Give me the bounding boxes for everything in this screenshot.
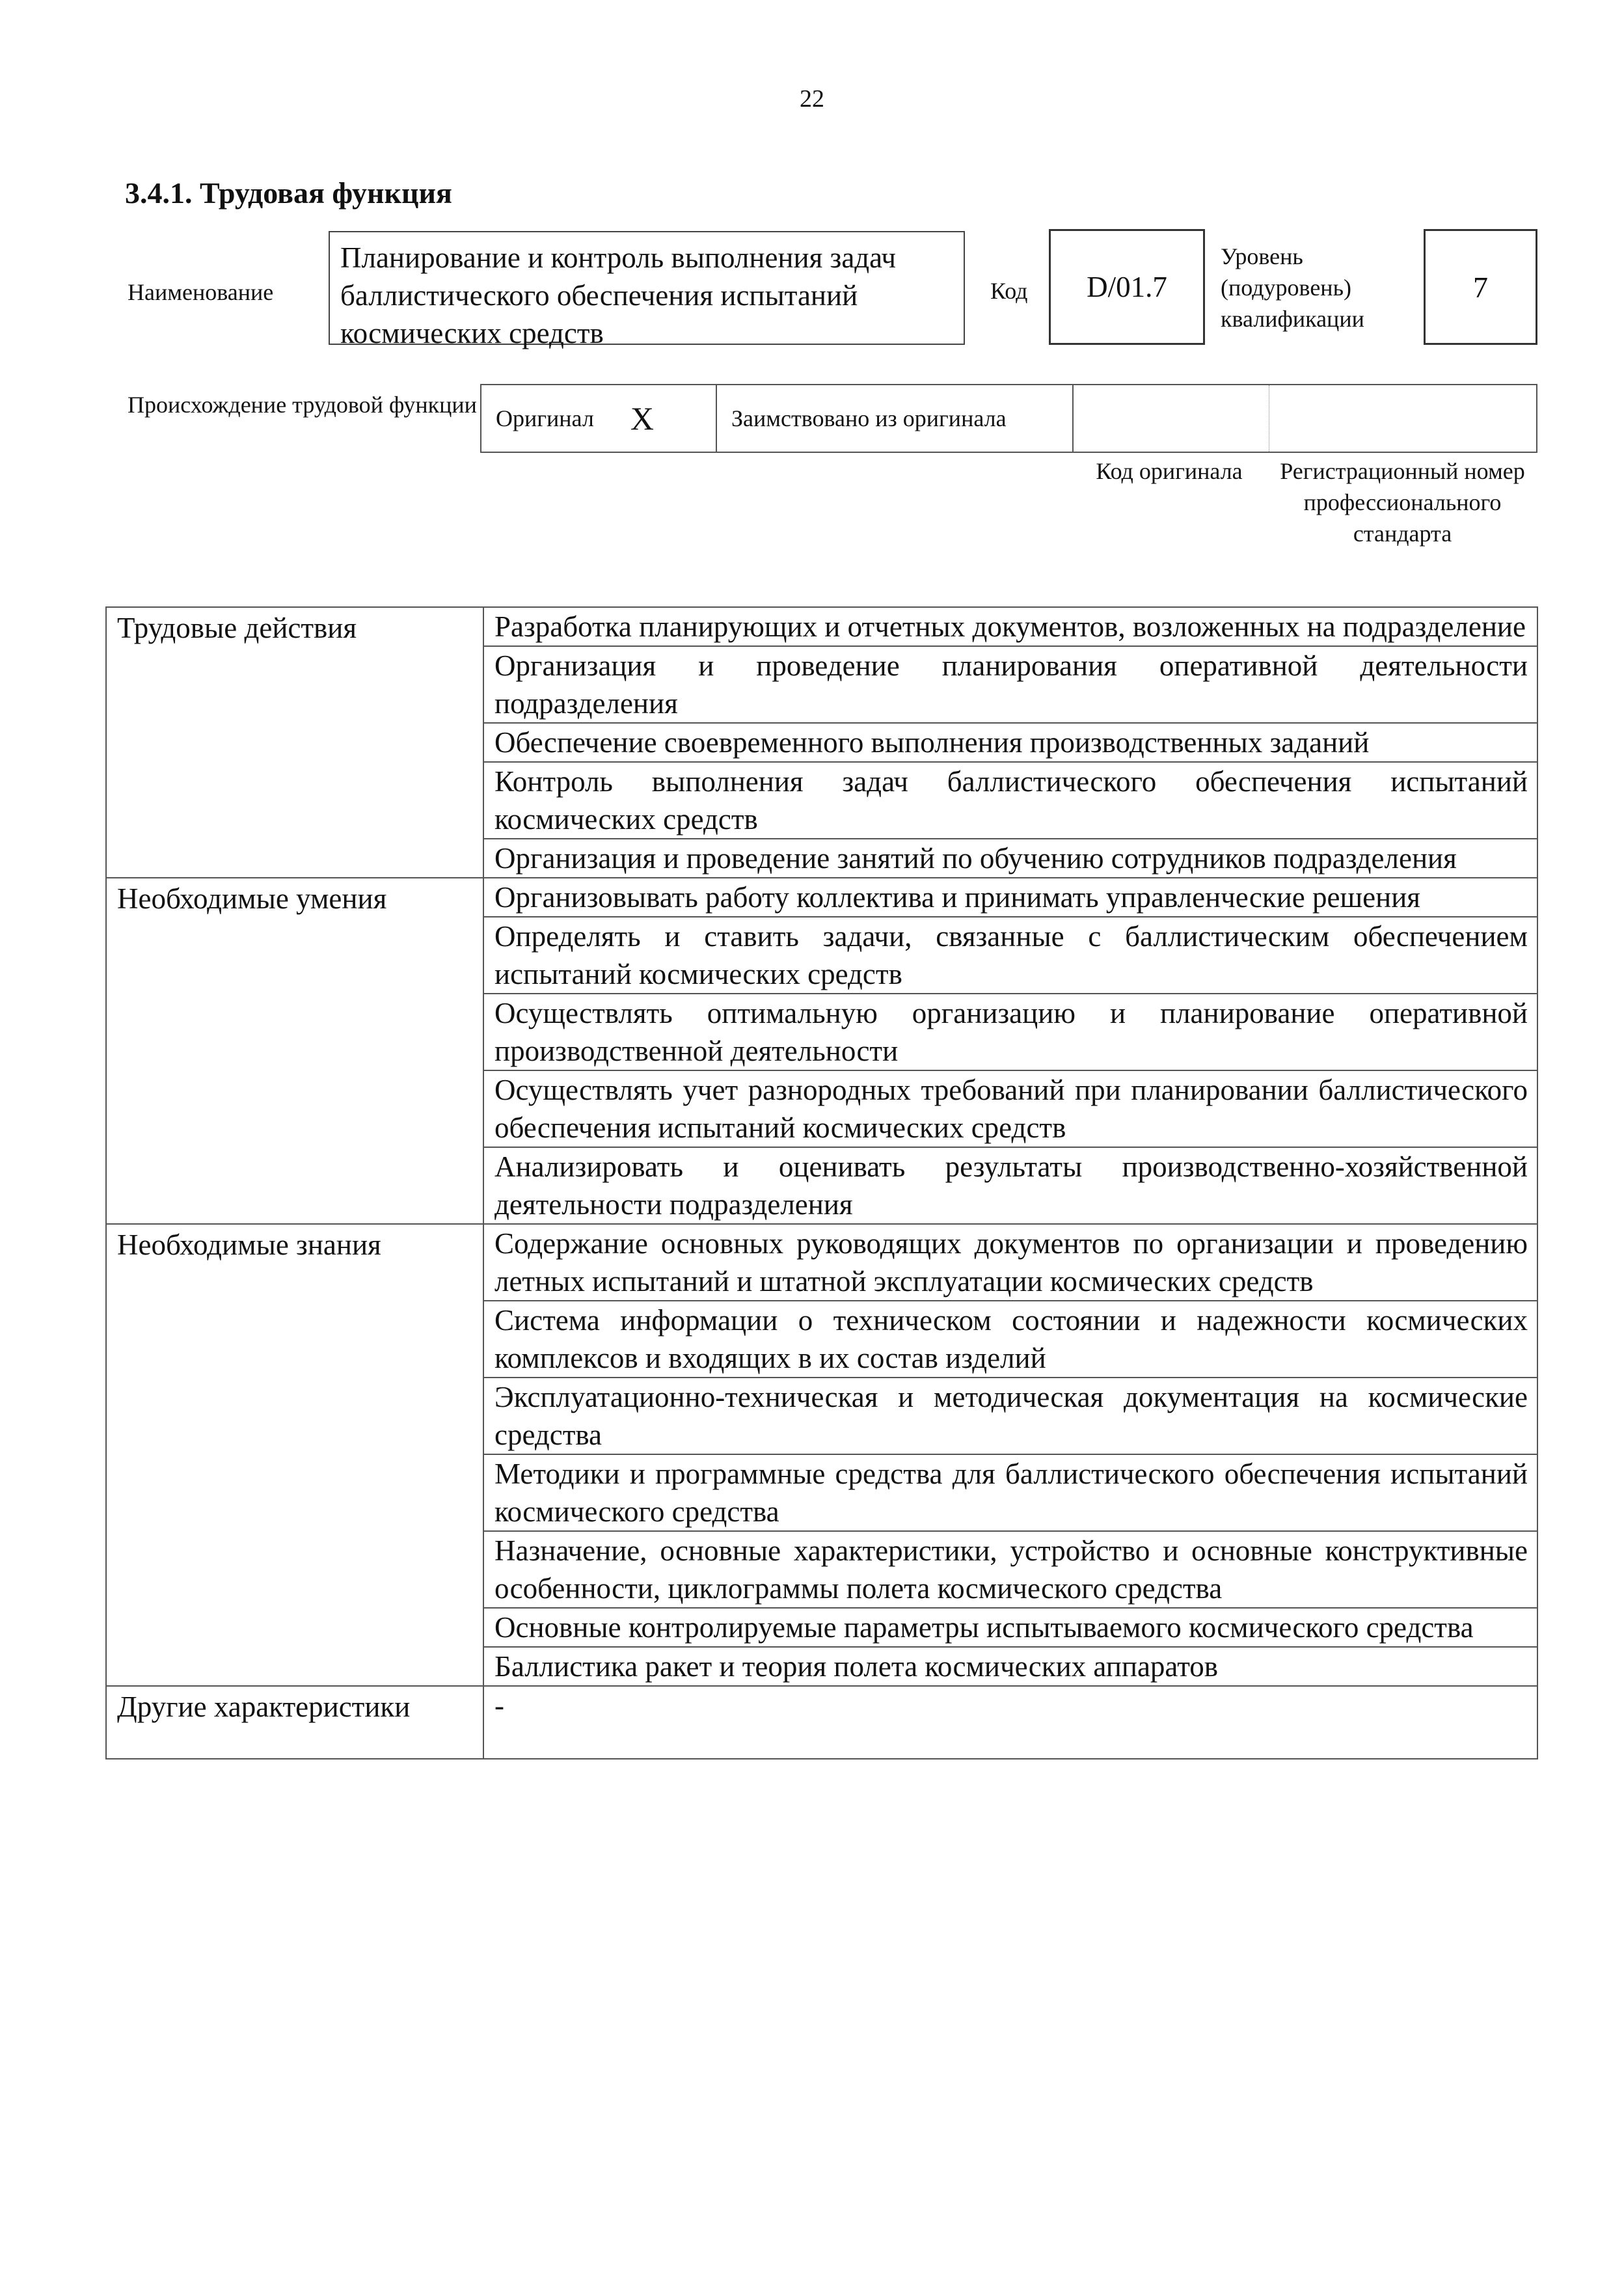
item-cell: Организовывать работу коллектива и принимать управленческие решения	[483, 878, 1537, 917]
item-cell: Баллистика ракет и теория полета космических аппаратов	[483, 1647, 1537, 1686]
category-cell: Трудовые действия	[106, 607, 483, 878]
level-value: 7	[1473, 270, 1488, 304]
origin-row	[480, 384, 1537, 453]
borrowed-label: Заимствовано из оригинала	[731, 405, 1007, 431]
competency-table-body	[106, 607, 1537, 1759]
item-cell: Организация и проведение занятий по обучению сотрудников подразделения	[483, 839, 1537, 878]
origin-original-cell	[481, 385, 716, 452]
item-cell: Определять и ставить задачи, связанные с баллистическим обеспечением испытаний космических средств	[483, 917, 1537, 994]
item-cell: Эксплуатационно-техническая и методическая документация на космические средства	[483, 1378, 1537, 1454]
code-box	[1049, 229, 1205, 345]
origin-code-cell	[1072, 385, 1269, 452]
level-label: Уровень (подуровень) квалификации	[1221, 243, 1364, 332]
item-cell: Организация и проведение планирования оперативной деятельности подразделения	[483, 646, 1537, 723]
code-caption: Код оригинала	[1096, 458, 1243, 484]
item-cell: Обеспечение своевременного выполнения производственных заданий	[483, 723, 1537, 762]
other-value-cell: -	[483, 1686, 1537, 1759]
code-label: Код	[990, 278, 1028, 304]
item-cell: Назначение, основные характеристики, устройство и основные конструктивные особенности, циклограммы полета космического средства	[483, 1531, 1537, 1608]
competency-table	[105, 606, 1538, 1759]
origin-borrowed-cell	[716, 385, 1072, 452]
table-row	[106, 1224, 1537, 1301]
original-label: Оригинал	[496, 405, 594, 431]
section-title: 3.4.1. Трудовая функция	[125, 176, 452, 210]
page-number: 22	[800, 85, 824, 113]
item-cell: Анализировать и оценивать результаты производственно-хозяйственной деятельности подразделения	[483, 1147, 1537, 1224]
item-cell: Основные контролируемые параметры испытываемого космического средства	[483, 1608, 1537, 1647]
table-row	[106, 878, 1537, 917]
origin-reg-cell	[1269, 385, 1539, 452]
table-row	[106, 607, 1537, 646]
reg-caption: Регистрационный номер профессионального стандарта	[1280, 458, 1525, 547]
item-cell: Система информации о техническом состоянии и надежности космических комплексов и входящих в их состав изделий	[483, 1301, 1537, 1378]
item-cell: Методики и программные средства для баллистического обеспечения испытаний космического средства	[483, 1454, 1537, 1531]
function-name-box	[329, 231, 965, 349]
item-cell: Содержание основных руководящих документов по организации и проведению летных испытаний и штатной эксплуатации космических средств	[483, 1224, 1537, 1301]
category-cell: Необходимые умения	[106, 878, 483, 1224]
item-cell: Осуществлять учет разнородных требований при планировании баллистического обеспечения испытаний космических средств	[483, 1070, 1537, 1147]
name-label: Наименование	[128, 279, 274, 305]
function-name-value: Планирование и контроль выполнения задач баллистического обеспечения испытаний космических средств	[340, 241, 896, 349]
item-cell: Разработка планирующих и отчетных документов, возложенных на подразделение	[483, 607, 1537, 646]
origin-label: Происхождение трудовой функции	[128, 392, 477, 418]
code-value: D/01.7	[1087, 271, 1167, 303]
original-mark: X	[630, 400, 654, 437]
item-cell: Осуществлять оптимальную организацию и планирование оперативной производственной деятельности	[483, 994, 1537, 1070]
table-row	[106, 1686, 1537, 1759]
level-box	[1424, 229, 1537, 345]
category-cell: Необходимые знания	[106, 1224, 483, 1686]
other-category-cell: Другие характеристики	[106, 1686, 483, 1759]
item-cell: Контроль выполнения задач баллистического обеспечения испытаний космических средств	[483, 762, 1537, 839]
